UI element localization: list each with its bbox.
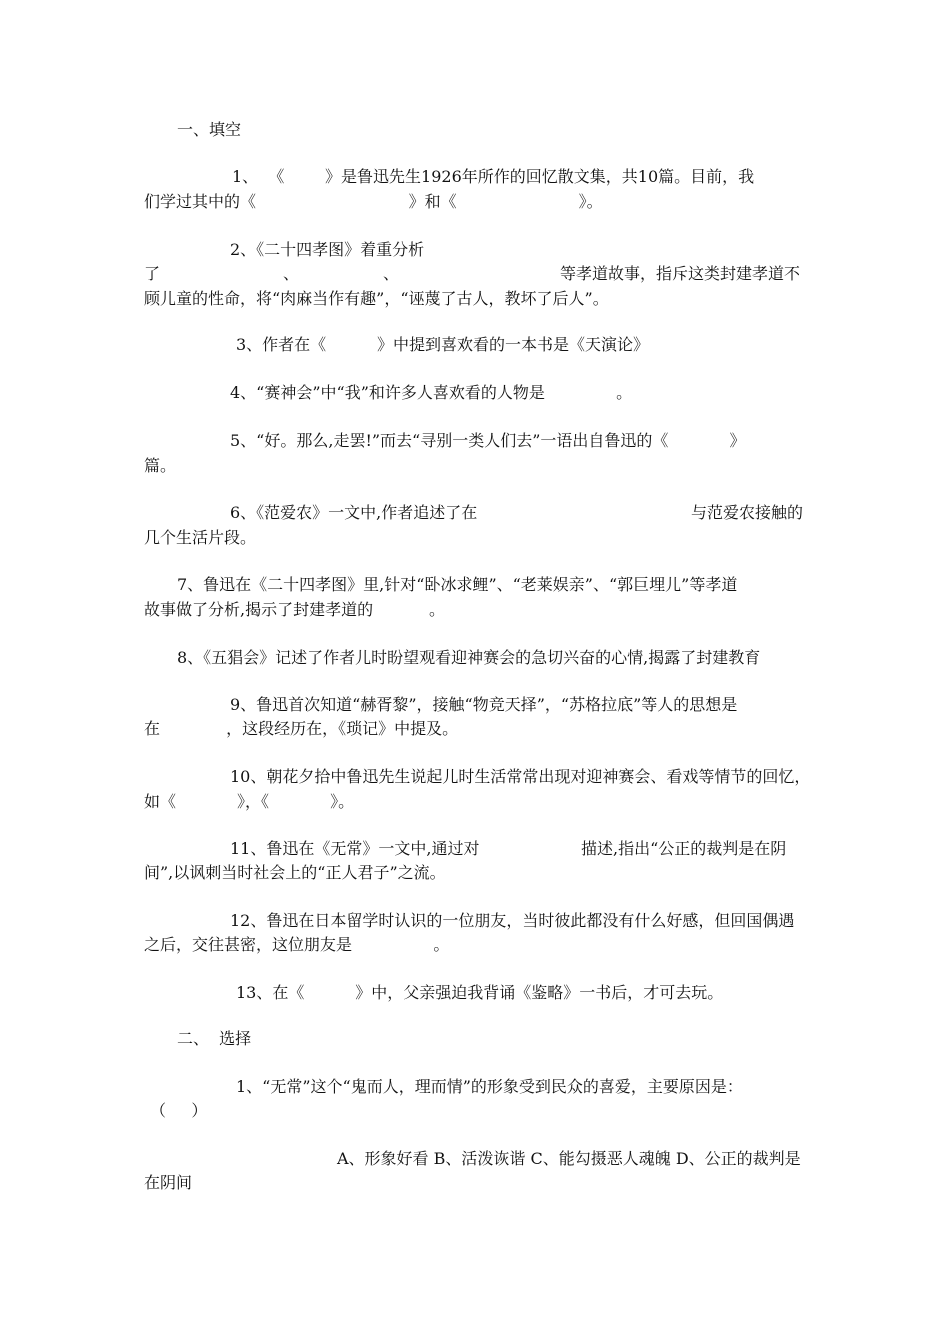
choice-1-options-line-2: 在阴间 bbox=[144, 1173, 193, 1192]
question-7-line-1: 7、鲁迅在《二十四孝图》里,针对“卧冰求鲤”、“老莱娱亲”、“郭巨埋儿”等孝道 bbox=[177, 575, 738, 594]
question-3: 3、作者在《 》中提到喜欢看的一本书是《天演论》 bbox=[236, 335, 650, 354]
question-12-line-1: 12、鲁迅在日本留学时认识的一位朋友，当时彼此都没有什么好感，但回国偶遇 bbox=[230, 911, 795, 930]
question-11-line-1b: 描述,指出“公正的裁判是在阴 bbox=[581, 839, 787, 858]
question-8: 8、《五猖会》记述了作者儿时盼望观看迎神赛会的急切兴奋的心情,揭露了封建教育 bbox=[177, 648, 761, 667]
question-2-line-2a: 了 bbox=[144, 264, 161, 283]
question-6-line-1b: 与范爱农接触的 bbox=[691, 503, 804, 522]
question-1-line-2: 们学过其中的《 》和《 》。 bbox=[144, 192, 603, 211]
question-10-line-1: 10、朝花夕拾中鲁迅先生说起儿时生活常常出现对迎神赛会、看戏等情节的回忆， bbox=[230, 767, 811, 786]
question-13: 13、在《 》中，父亲强迫我背诵《鉴略》一书后，才可去玩。 bbox=[236, 983, 724, 1002]
question-11-line-2: 间”,以讽刺当时社会上的“正人君子”之流。 bbox=[144, 863, 446, 882]
question-1-line-1: 1、 《 》是鲁迅先生1926年所作的回忆散文集，共10篇。目前，我 bbox=[232, 167, 755, 186]
question-2-line-2d: 等孝道故事，指斥这类封建孝道不 bbox=[560, 264, 801, 283]
question-7-line-2: 故事做了分析,揭示了封建孝道的 。 bbox=[144, 600, 446, 619]
section-title-choice: 二、 选择 bbox=[177, 1029, 252, 1048]
question-4: 4、“赛神会”中“我”和许多人喜欢看的人物是 。 bbox=[230, 383, 633, 402]
choice-1-question: 1、“无常”这个“鬼而人，理而情”的形象受到民众的喜爱，主要原因是： bbox=[236, 1077, 743, 1096]
question-11-line-1a: 11、鲁迅在《无常》一文中,通过对 bbox=[230, 839, 480, 858]
question-2-line-1: 2、《二十四孝图》着重分析 bbox=[230, 240, 425, 259]
section-title-fill-blank: 一、填空 bbox=[177, 120, 242, 139]
question-12-line-2: 之后，交往甚密，这位朋友是 。 bbox=[144, 935, 450, 954]
question-9-line-2: 在 ，这段经历在，《琐记》中提及。 bbox=[144, 719, 459, 738]
question-5-line-1: 5、“好。那么,走罢!”而去“寻别一类人们去”一语出自鲁迅的《 》 bbox=[230, 431, 746, 450]
question-6-line-1a: 6、《范爱农》一文中,作者追述了在 bbox=[230, 503, 478, 522]
question-9-line-1: 9、鲁迅首次知道“赫胥黎”，接触“物竞天择”，“苏格拉底”等人的思想是 bbox=[230, 695, 738, 714]
choice-1-options: A、形象好看 B、活泼诙谐 C、能勾摄恶人魂魄 D、公正的裁判是 bbox=[337, 1149, 801, 1168]
choice-1-answer-paren: （ ） bbox=[150, 1101, 208, 1120]
question-2-line-3: 顾儿童的性命，将“肉麻当作有趣”，“诬蔑了古人，教坏了后人”。 bbox=[144, 289, 609, 308]
question-2-line-2b: 、 bbox=[283, 264, 300, 283]
question-5-line-2: 篇。 bbox=[144, 456, 177, 475]
question-2-line-2c: 、 bbox=[383, 264, 400, 283]
question-6-line-2: 几个生活片段。 bbox=[144, 528, 257, 547]
question-10-line-2: 如《 》，《 》。 bbox=[144, 792, 355, 811]
